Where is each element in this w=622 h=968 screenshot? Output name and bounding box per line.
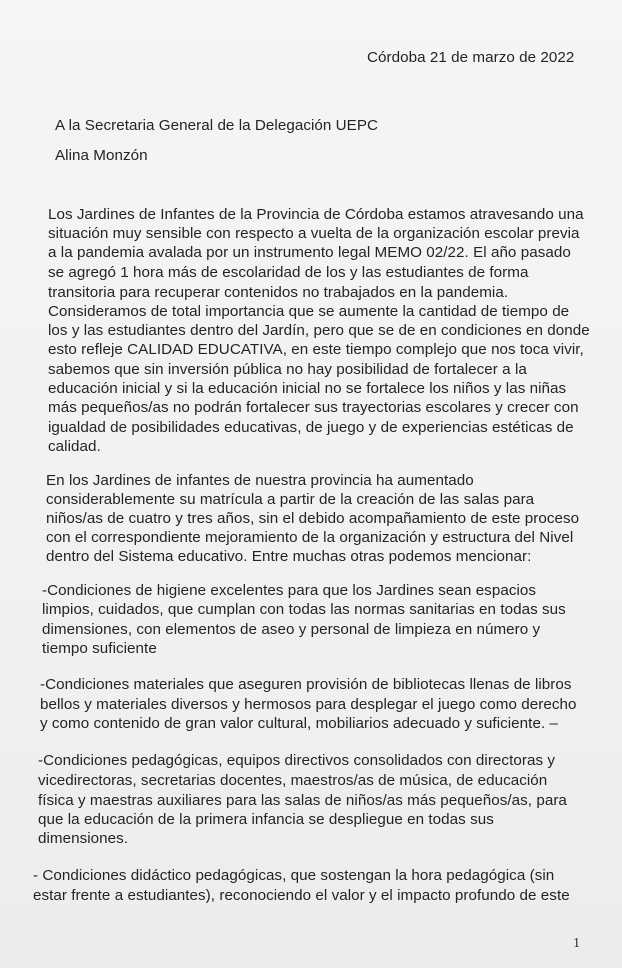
text-line: Consideramos de total importancia que se aumente la cantidad de tiempo de (48, 303, 570, 320)
text-line: niños/as de cuatro y tres años, sin el debido acompañamiento de este proceso (46, 510, 580, 527)
recipient-line: A la Secretaria General de la Delegación UEPC (55, 117, 379, 134)
text-line: -Condiciones de higiene excelentes para que los Jardines sean espacios (42, 582, 537, 599)
text-line: Los Jardines de Infantes de la Provincia de Córdoba estamos atravesando una (48, 206, 584, 223)
text-line: transitoria para recuperar contenidos no trabajados en la pandemia. (48, 284, 509, 301)
text-line: dentro del Sistema educativo. Entre muchas otras podemos mencionar: (46, 548, 532, 565)
date-line: Córdoba 21 de marzo de 2022 (367, 49, 575, 66)
text-line: vicedirectoras, secretarias docentes, maestros/as de música, de educación (38, 772, 548, 789)
text-line: calidad. (48, 438, 101, 455)
text-line: los y las estudiantes dentro del Jardín, pero que se de en condiciones en donde (48, 322, 590, 339)
text-line: educación inicial y si la educación inicial no se fortalece los niños y las niñas (48, 380, 567, 397)
text-line: física y maestras auxiliares para las salas de niños/as más pequeños/as, para (38, 792, 567, 809)
text-line: dimensiones, con elementos de aseo y personal de limpieza en número y (42, 621, 541, 638)
page-number: 1 (573, 936, 580, 951)
text-line: - Condiciones didáctico pedagógicas, que sostengan la hora pedagógica (sin (33, 867, 555, 884)
text-line: se agregó 1 hora más de escolaridad de los y las estudiantes de forma (48, 264, 529, 281)
text-line: con el correspondiente mejoramiento de la organización y estructura del Nivel (46, 529, 574, 546)
text-line: igualdad de posibilidades educativas, de juego y de experiencias estéticas de (48, 419, 574, 436)
text-line: más pequeños/as no podrán fortalecer sus trayectorias escolares y crecer con (48, 399, 579, 416)
text-line: limpios, cuidados, que cumplan con todas las normas sanitarias en todas sus (42, 601, 566, 618)
text-line: que la educación de la primera infancia se despliegue en todas sus (38, 811, 494, 828)
text-line: -Condiciones pedagógicas, equipos directivos consolidados con directoras y (38, 752, 555, 769)
text-line: considerablemente su matrícula a partir de la creación de las salas para (46, 491, 535, 508)
text-line: esto refleje CALIDAD EDUCATIVA, en este tiempo complejo que nos toca vivir, (48, 341, 584, 358)
text-line: sabemos que sin inversión pública no hay posibilidad de fortalecer a la (48, 361, 527, 378)
recipient-name: Alina Monzón (55, 147, 148, 164)
text-line: -Condiciones materiales que aseguren provisión de bibliotecas llenas de libros (40, 676, 572, 693)
text-line: dimensiones. (38, 830, 129, 847)
text-line: tiempo suficiente (42, 640, 157, 657)
text-line: estar frente a estudiantes), reconociendo el valor y el impacto profundo de este (33, 887, 570, 904)
text-line: bellos y materiales diversos y hermosos para desplegar el juego como derecho (40, 696, 577, 713)
text-line: situación muy sensible con respecto a vuelta de la organización escolar previa (48, 225, 580, 242)
text-line: a la pandemia avalada por un instrumento legal MEMO 02/22. El año pasado (48, 244, 571, 261)
text-line: En los Jardines de infantes de nuestra provincia ha aumentado (46, 472, 474, 489)
text-line: y como contenido de gran valor cultural, mobiliarios adecuado y suficiente. – (40, 715, 558, 732)
